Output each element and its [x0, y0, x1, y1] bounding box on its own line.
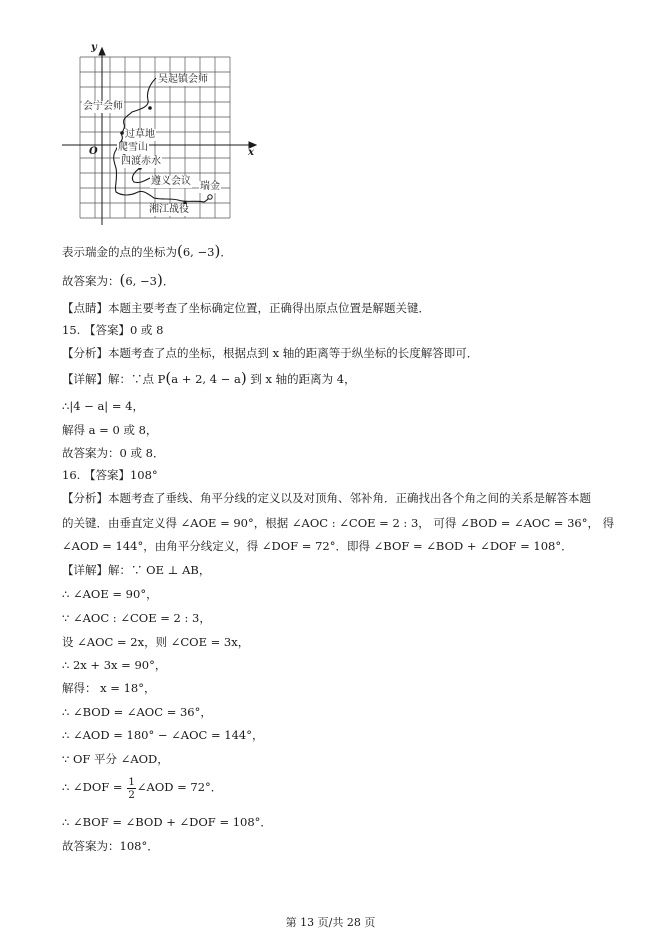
text-line: 故答案为：0 或 8．	[62, 446, 165, 460]
ruijin-point	[208, 195, 212, 199]
text-line: ∠AOD = 144°，由角平分线定义，得 ∠DOF = 72°．即得 ∠BOF = ∠BOD + ∠DOF = 108°．	[62, 539, 573, 553]
text-line: 表示瑞金的点的坐标为(6, −3)．	[62, 242, 232, 260]
text-line: 解得： x = 18°，	[62, 681, 156, 695]
origin-label: O	[89, 146, 98, 157]
page-footer: 第 13 页/共 28 页	[285, 916, 376, 929]
text-line: 【点睛】本题主要考查了坐标确定位置，正确得出原点位置是解题关键．	[62, 301, 430, 315]
text-line: ∴ 2x + 3x = 90°，	[62, 658, 167, 672]
text-line: 的关键．由垂直定义得 ∠AOE = 90°，根据 ∠AOC : ∠COE = 2 : 3， 可得 ∠BOD = ∠AOC = 36°， 得	[62, 516, 615, 530]
text-line: ∴|4 − a| = 4，	[62, 399, 144, 413]
text-line: ∴ ∠BOD = ∠AOC = 36°，	[62, 705, 212, 719]
y-axis-label: y	[91, 42, 97, 53]
text-line: 【详解】解：∵点 P(a + 2, 4 − a) 到 x 轴的距离为 4，	[62, 369, 356, 387]
text-line: 【分析】本题考查了点的坐标，根据点到 x 轴的距离等于纵坐标的长度解答即可．	[62, 346, 479, 360]
fraction-half: $\frac{1}{2}$	[128, 775, 135, 801]
text-line: ∴ ∠AOE = 90°，	[62, 587, 158, 601]
text-line: ∴ ∠AOD = 180° − ∠AOC = 144°，	[62, 728, 264, 742]
label-wuqi: 吴起镇会师	[158, 74, 208, 85]
text-line: ∴ ∠DOF = $\frac{1}{2}$ ∠AOD = 72°．	[62, 775, 223, 801]
text-line: 15. 【答案】0 或 8	[62, 323, 164, 337]
text-line: 【分析】本题考查了垂线、角平分线的定义以及对顶角、邻补角．正确找出各个角之间的关系是解答本题	[62, 491, 591, 505]
text-line: 16. 【答案】108°	[62, 468, 158, 482]
label-chishui: 四渡赤水	[121, 156, 161, 167]
text-line: ∴ ∠BOF = ∠BOD + ∠DOF = 108°．	[62, 815, 272, 829]
text-line: 设 ∠AOC = 2x，则 ∠COE = 3x，	[62, 635, 250, 649]
label-xiangjiang: 湘江战役	[149, 204, 189, 215]
label-caodi: 过草地	[125, 129, 155, 140]
grid-svg	[58, 40, 268, 225]
text-line: 故答案为：(6, −3)．	[62, 271, 175, 289]
text-line: ∵ ∠AOC : ∠COE = 2 : 3，	[62, 611, 211, 625]
coordinate-figure	[58, 40, 268, 225]
text-line: ∵ OF 平分 ∠AOD，	[62, 752, 169, 766]
text-line: 故答案为：108°．	[62, 839, 159, 853]
text-line: 【详解】解：∵ OE ⊥ AB，	[62, 563, 211, 577]
label-zunyi: 遵义会议	[151, 176, 191, 187]
x-axis-label: x	[248, 147, 254, 158]
label-xueshan: 爬雪山	[118, 142, 148, 153]
label-ruijin: 瑞金	[200, 181, 220, 192]
text-line: 解得 a = 0 或 8，	[62, 423, 158, 437]
label-huining: 会宁会师	[83, 101, 123, 112]
